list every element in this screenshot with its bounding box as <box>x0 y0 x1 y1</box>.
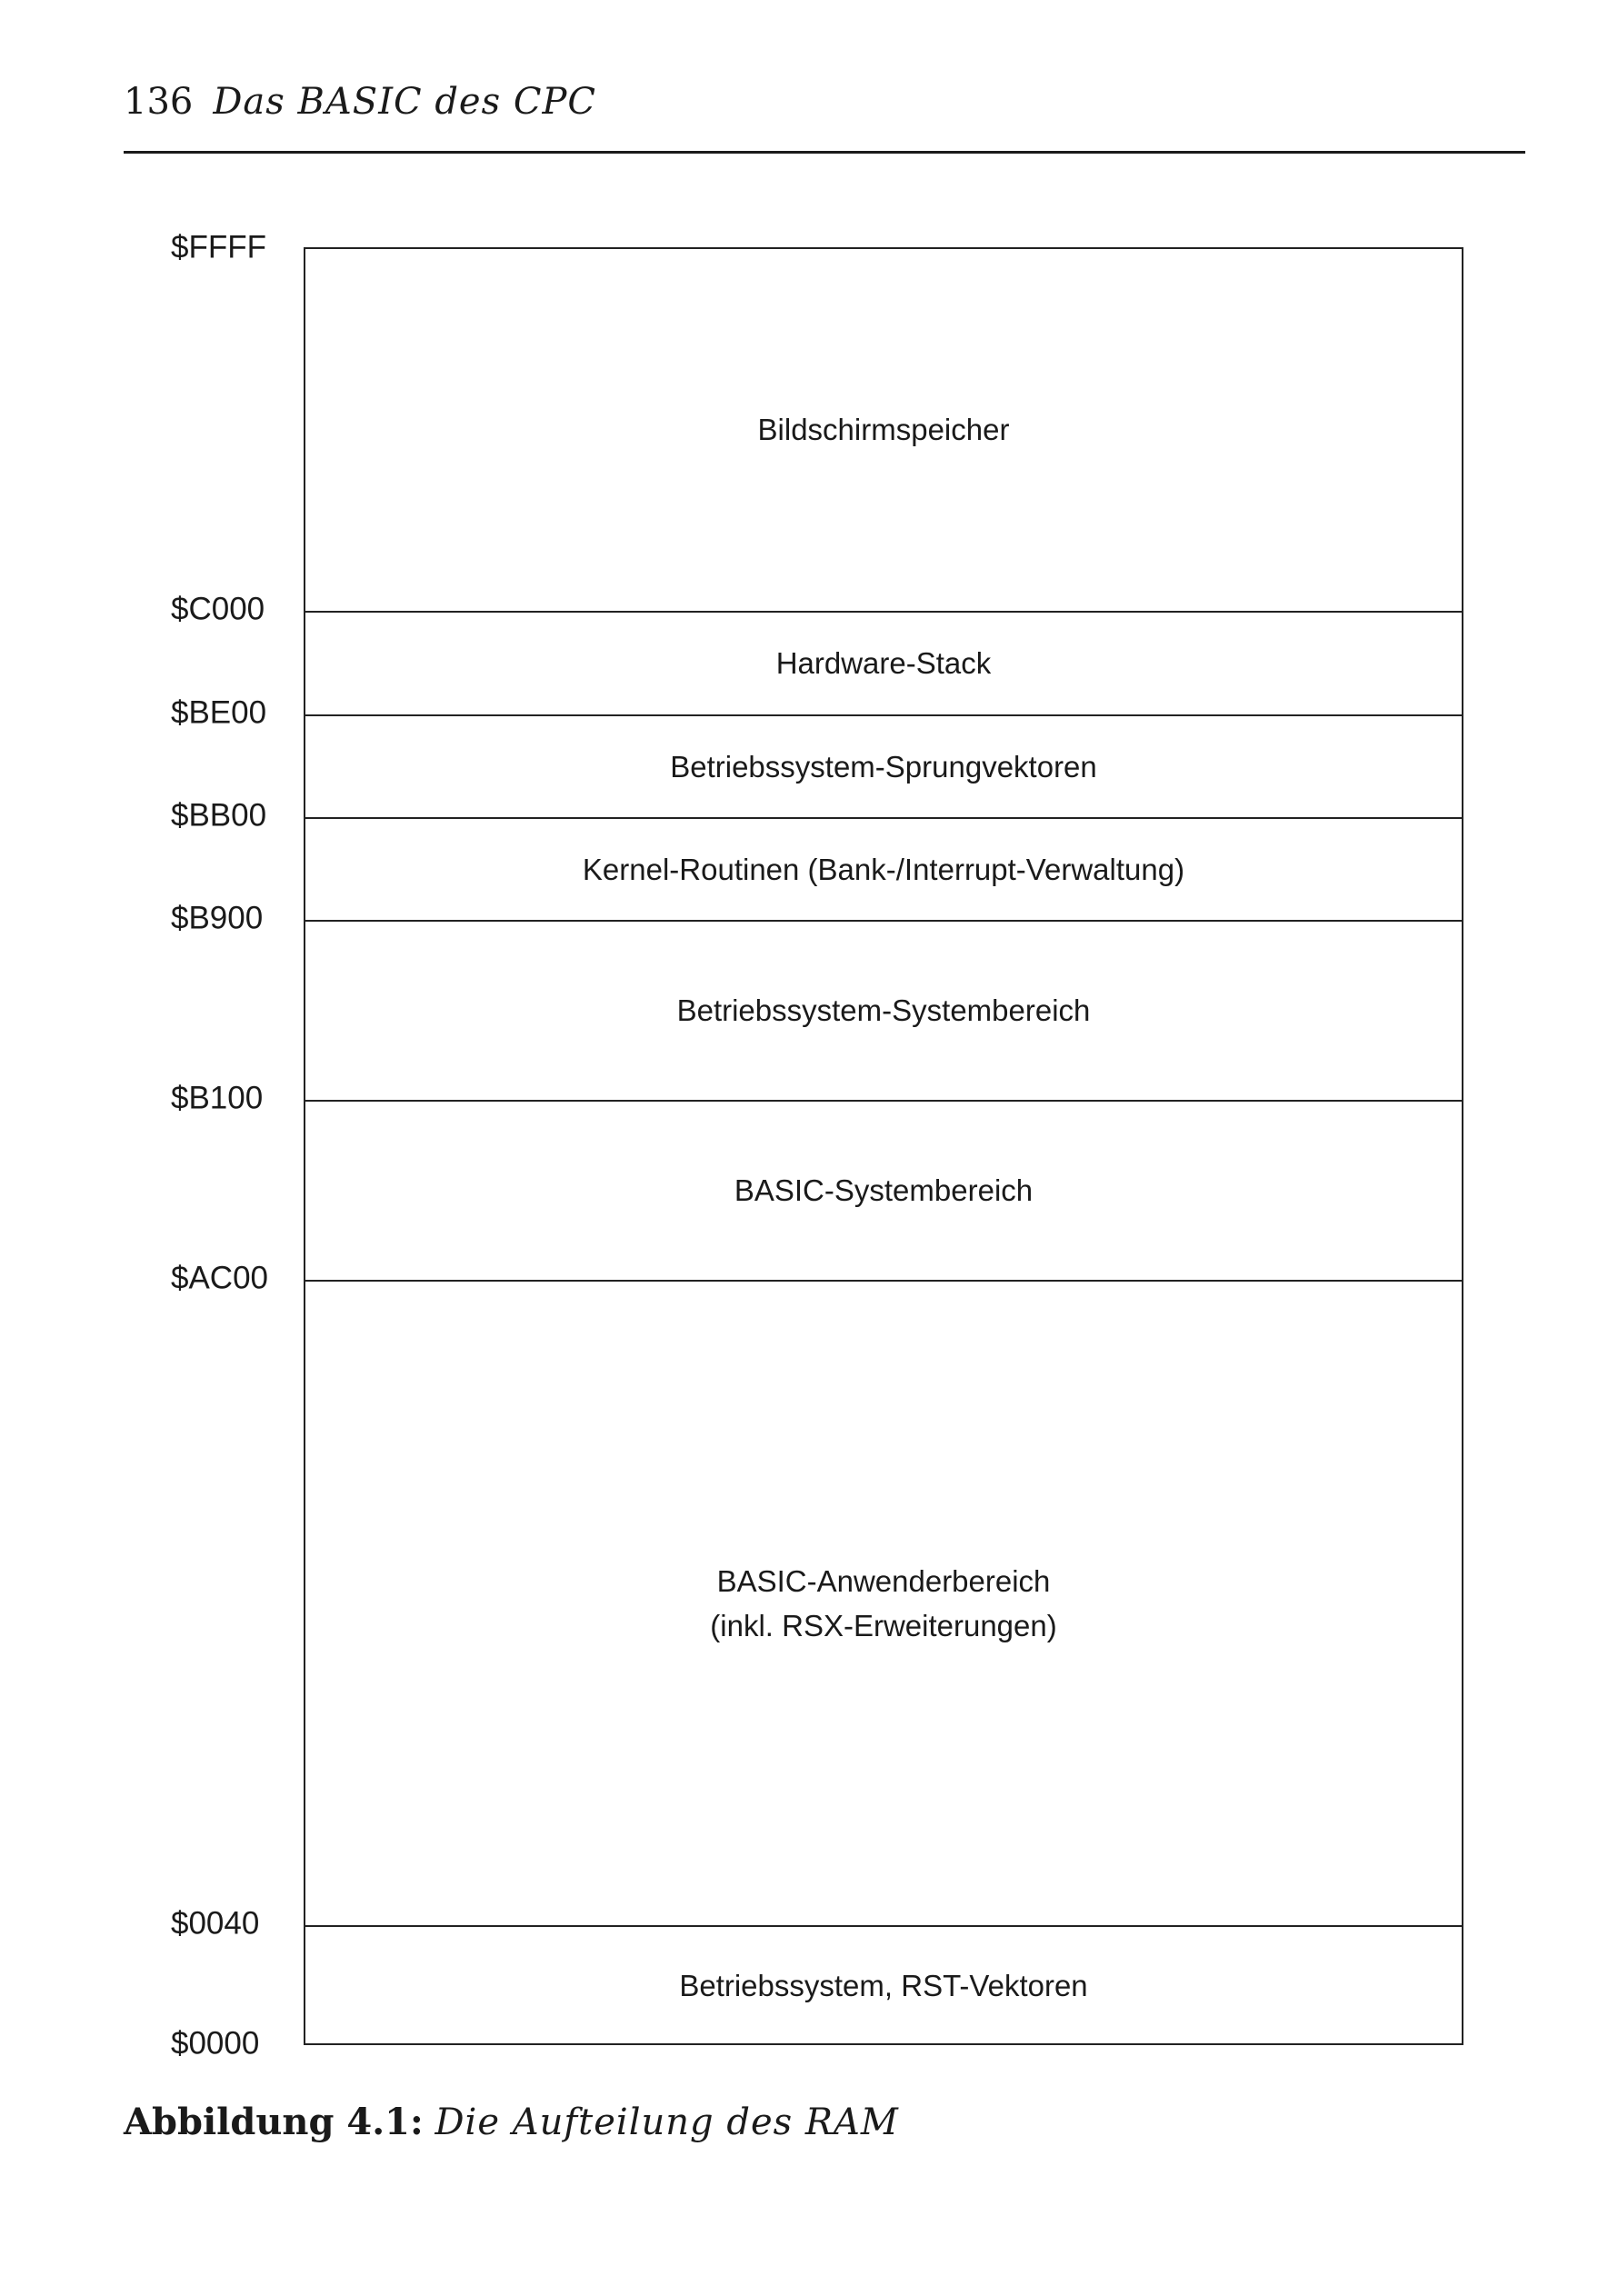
address-label: $AC00 <box>171 1260 269 1296</box>
address-label: $B100 <box>171 1080 264 1116</box>
region-label: Hardware-Stack <box>775 646 992 681</box>
address-label: $0040 <box>171 1905 260 1942</box>
address-label: $BB00 <box>171 797 267 834</box>
region-os-system-area <box>305 920 1462 1100</box>
memory-map-diagram <box>304 247 1463 2045</box>
region-label: Bildschirmspeicher <box>757 413 1010 447</box>
region-os-jump-vectors <box>305 714 1462 817</box>
region-label: Kernel-Routinen (Bank-/Interrupt-Verwaltung) <box>582 852 1185 886</box>
region-label: Betriebssystem-Systembereich <box>676 993 1091 1028</box>
region-bildschirmspeicher <box>305 249 1462 611</box>
region-kernel-routines <box>305 817 1462 920</box>
region-label: BASIC-Anwenderbereich (inkl. RSX-Erweiterungen) <box>710 1563 1057 1642</box>
address-label: $FFFF <box>171 229 266 265</box>
region-label: Betriebssystem, RST-Vektoren <box>679 1969 1088 2003</box>
region-hardware-stack <box>305 611 1462 714</box>
address-label: $BE00 <box>171 694 267 731</box>
region-basic-user-area <box>305 1280 1462 1925</box>
figure-caption <box>124 2101 899 2143</box>
address-label: $B900 <box>171 900 264 936</box>
caption-text: Die Aufteilung des RAM <box>434 2101 899 2143</box>
page-header <box>124 81 596 123</box>
region-os-rst-vectors <box>305 1925 1462 2045</box>
running-title: Das BASIC des CPC <box>213 81 596 123</box>
page-number: 136 <box>124 81 194 123</box>
header-rule <box>124 151 1525 154</box>
caption-label: Abbildung 4.1: <box>124 2101 424 2143</box>
address-label: $C000 <box>171 591 265 627</box>
region-basic-system-area <box>305 1100 1462 1280</box>
region-label: Betriebssystem-Sprungvektoren <box>670 749 1097 784</box>
address-label: $0000 <box>171 2025 260 2061</box>
region-label: BASIC-Systembereich <box>734 1173 1034 1208</box>
